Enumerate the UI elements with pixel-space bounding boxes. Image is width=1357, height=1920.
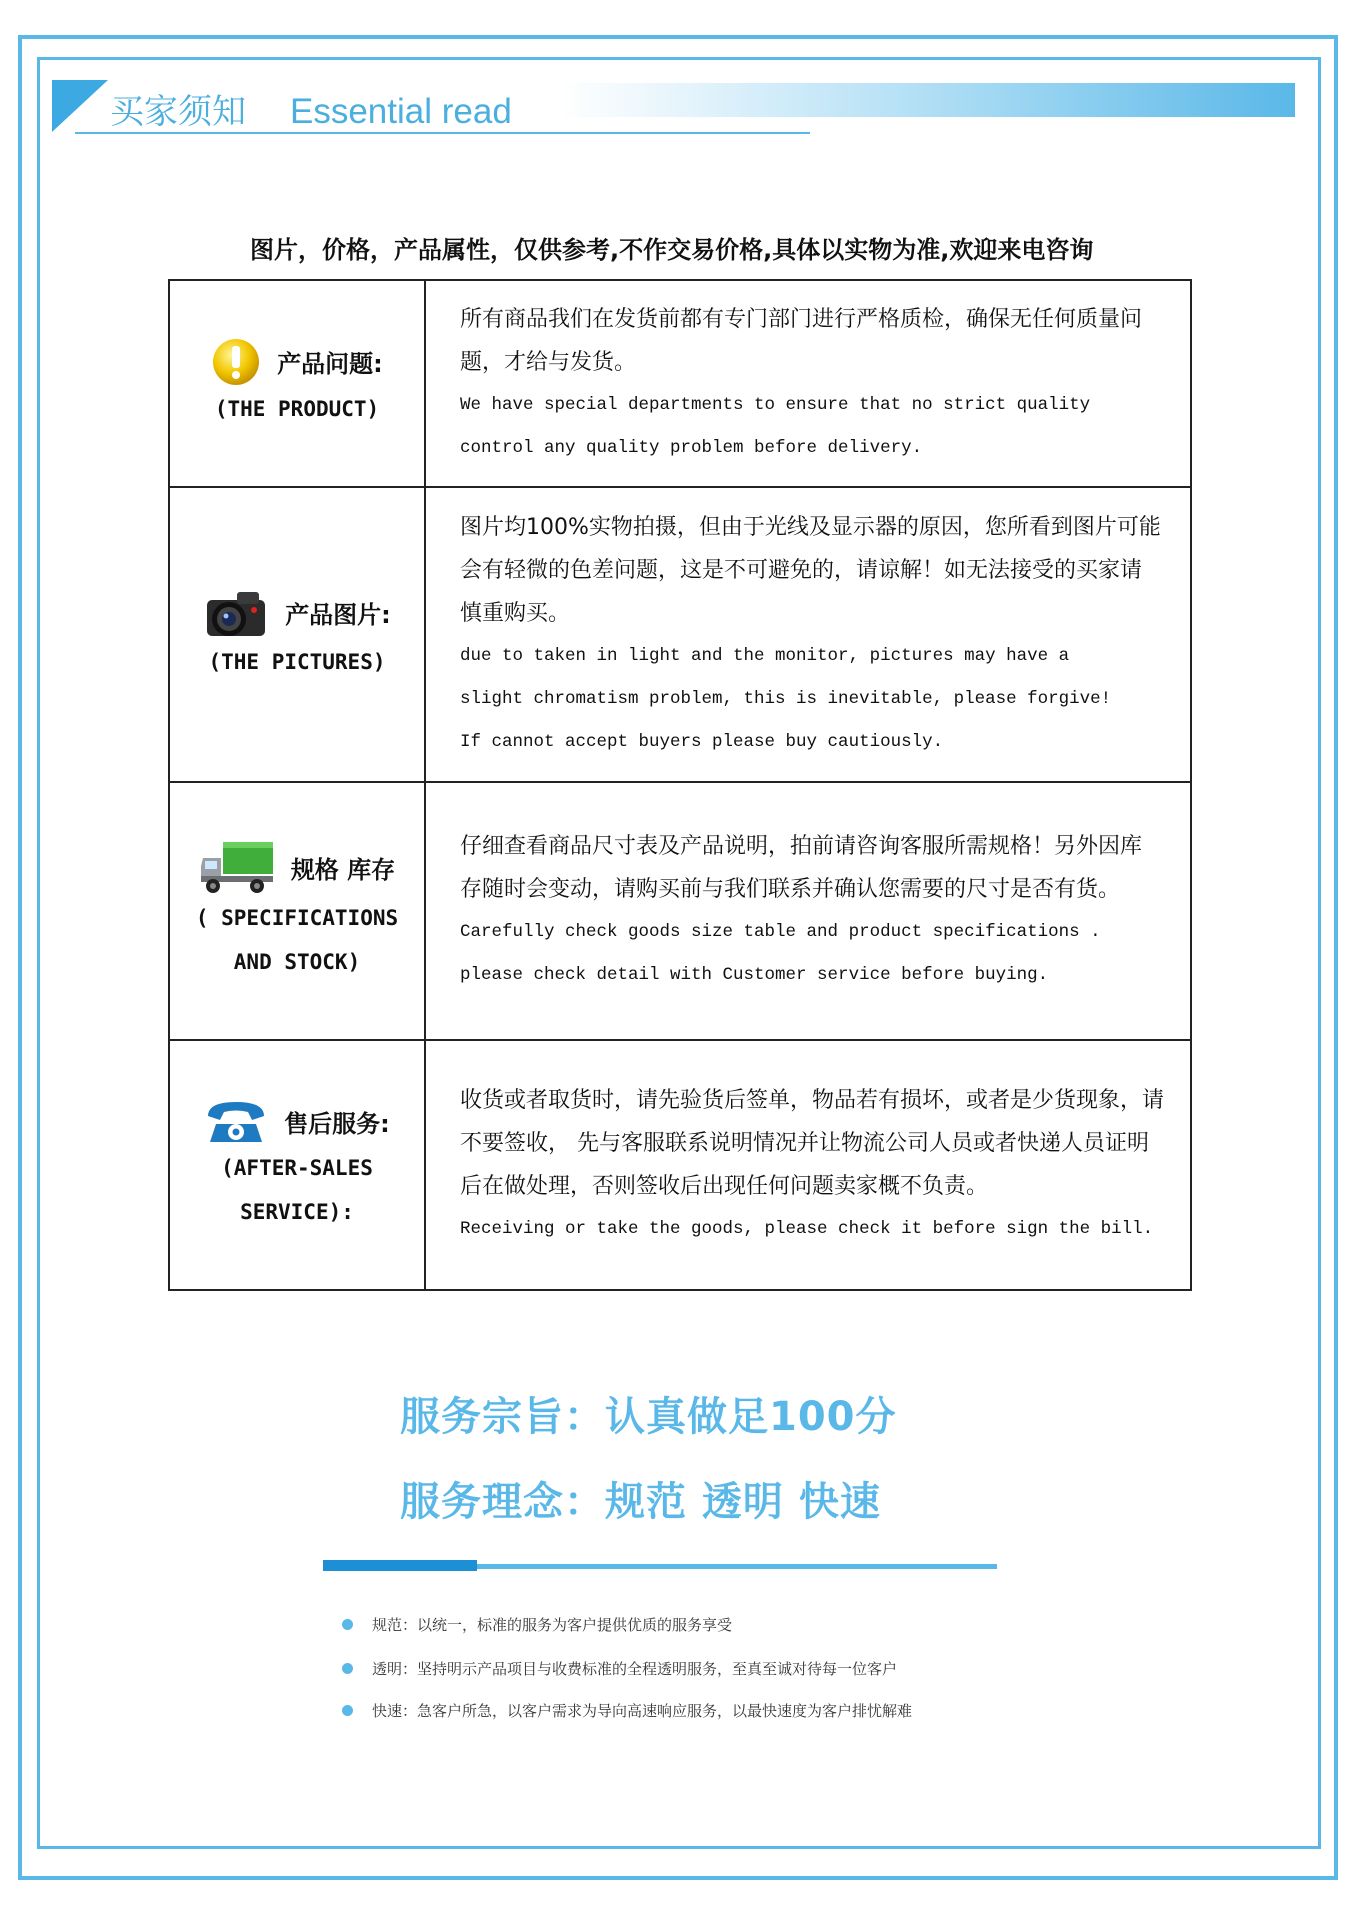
label-zh: 产品图片: <box>285 601 391 629</box>
header-title-en: Essential read <box>290 92 512 131</box>
content-zh-line: 题，才给与发货。 <box>460 349 637 375</box>
content-zh-line: 存随时会变动，请购买前与我们联系并确认您需要的尺寸是否有货。 <box>460 877 1121 902</box>
content-en-line: Carefully check goods size table and product specifications . <box>460 922 1101 942</box>
content-en-line: If cannot accept buyers please buy cautiously. <box>460 731 944 752</box>
label-en: ( SPECIFICATIONS <box>195 906 399 930</box>
header-title-zh: 买家须知 <box>110 92 246 132</box>
content-zh-line: 会有轻微的色差问题，这是不可避免的，请谅解！如无法接受的买家请 <box>460 557 1143 583</box>
table-row <box>169 782 1191 1040</box>
content-zh-line: 不要签收， 先与客服联系说明情况并让物流公司人员或者快递人员证明 <box>460 1131 1149 1156</box>
row-content-cell <box>425 782 1191 1040</box>
content-en-line: control any quality problem before delivery. <box>460 437 923 458</box>
table-row <box>169 487 1191 782</box>
row-content-cell <box>425 1040 1191 1290</box>
content-zh-line: 后在做处理，否则签收后出现任何问题卖家概不负责。 <box>460 1174 989 1199</box>
content-zh-line: 所有商品我们在发货前都有专门部门进行严格质检，确保无任何质量问 <box>460 306 1143 332</box>
bullet-text: 透明：坚持明示产品项目与收费标准的全程透明服务，至真至诚对待每一位客户 <box>372 1660 898 1678</box>
bullet-dot <box>342 1705 353 1716</box>
row-content-cell <box>425 280 1191 487</box>
row-label-cell <box>169 280 425 487</box>
camera-icon <box>203 586 269 640</box>
bullet-dot <box>342 1663 353 1674</box>
label-zh: 规格 库存 <box>290 855 396 884</box>
telephone-icon <box>204 1096 268 1146</box>
row-label-cell <box>169 782 425 1040</box>
section-header <box>110 84 512 133</box>
content-zh-line: 收货或者取货时，请先验货后签单，物品若有损坏，或者是少货现象，请 <box>460 1088 1165 1113</box>
bullet-text: 规范：以统一，标准的服务为客户提供优质的服务享受 <box>372 1616 733 1634</box>
header-gradient-band <box>560 83 1295 117</box>
service-concept: 服务理念：规范 透明 快速 <box>400 1479 881 1525</box>
label-zh: 售后服务: <box>284 1109 390 1138</box>
content-zh-line: 慎重购买。 <box>460 600 571 626</box>
price-notice: 图片，价格，产品属性，仅供参考,不作交易价格,具体以实物为准,欢迎来电咨询 <box>250 236 1094 264</box>
content-zh-line: 图片均100%实物拍摄，但由于光线及显示器的原因，您所看到图片可能 <box>460 514 1161 540</box>
content-en-line: due to taken in light and the monitor, pictures may have a <box>460 645 1070 666</box>
header-corner-triangle <box>52 80 108 132</box>
label-en: SERVICE): <box>240 1200 354 1224</box>
label-en: (THE PICTURES) <box>208 649 386 674</box>
label-en: AND STOCK) <box>233 950 361 974</box>
bullet-text: 快速：急客户所急，以客户需求为导向高速响应服务，以最快速度为客户排忧解难 <box>372 1702 913 1720</box>
row-content-cell <box>425 487 1191 782</box>
label-zh: 产品问题: <box>277 350 383 378</box>
label-en: (AFTER-SALES <box>221 1156 373 1180</box>
row-label-cell <box>169 1040 425 1290</box>
content-en-line: Receiving or take the goods, please check it before sign the bill. <box>460 1219 1154 1239</box>
row-label-cell <box>169 487 425 782</box>
list-item <box>342 1614 732 1635</box>
exclamation-icon <box>211 337 261 387</box>
truck-icon <box>199 838 275 896</box>
buyer-info-table <box>168 279 1192 1291</box>
content-en-line: We have special departments to ensure that no strict quality <box>460 394 1091 415</box>
bullet-dot <box>342 1619 353 1630</box>
label-en: (THE PRODUCT) <box>214 396 380 421</box>
content-zh-line: 仔细查看商品尺寸表及产品说明，拍前请咨询客服所需规格！另外因库 <box>460 834 1143 859</box>
table-row <box>169 280 1191 487</box>
service-tenet: 服务宗旨：认真做足100分 <box>400 1394 897 1440</box>
list-item <box>342 1658 897 1679</box>
content-en-line: slight chromatism problem, this is inevitable, please forgive! <box>460 688 1112 709</box>
content-en-line: please check detail with Customer service before buying. <box>460 965 1049 985</box>
separator-accent <box>323 1560 477 1571</box>
table-row <box>169 1040 1191 1290</box>
list-item <box>342 1700 912 1721</box>
